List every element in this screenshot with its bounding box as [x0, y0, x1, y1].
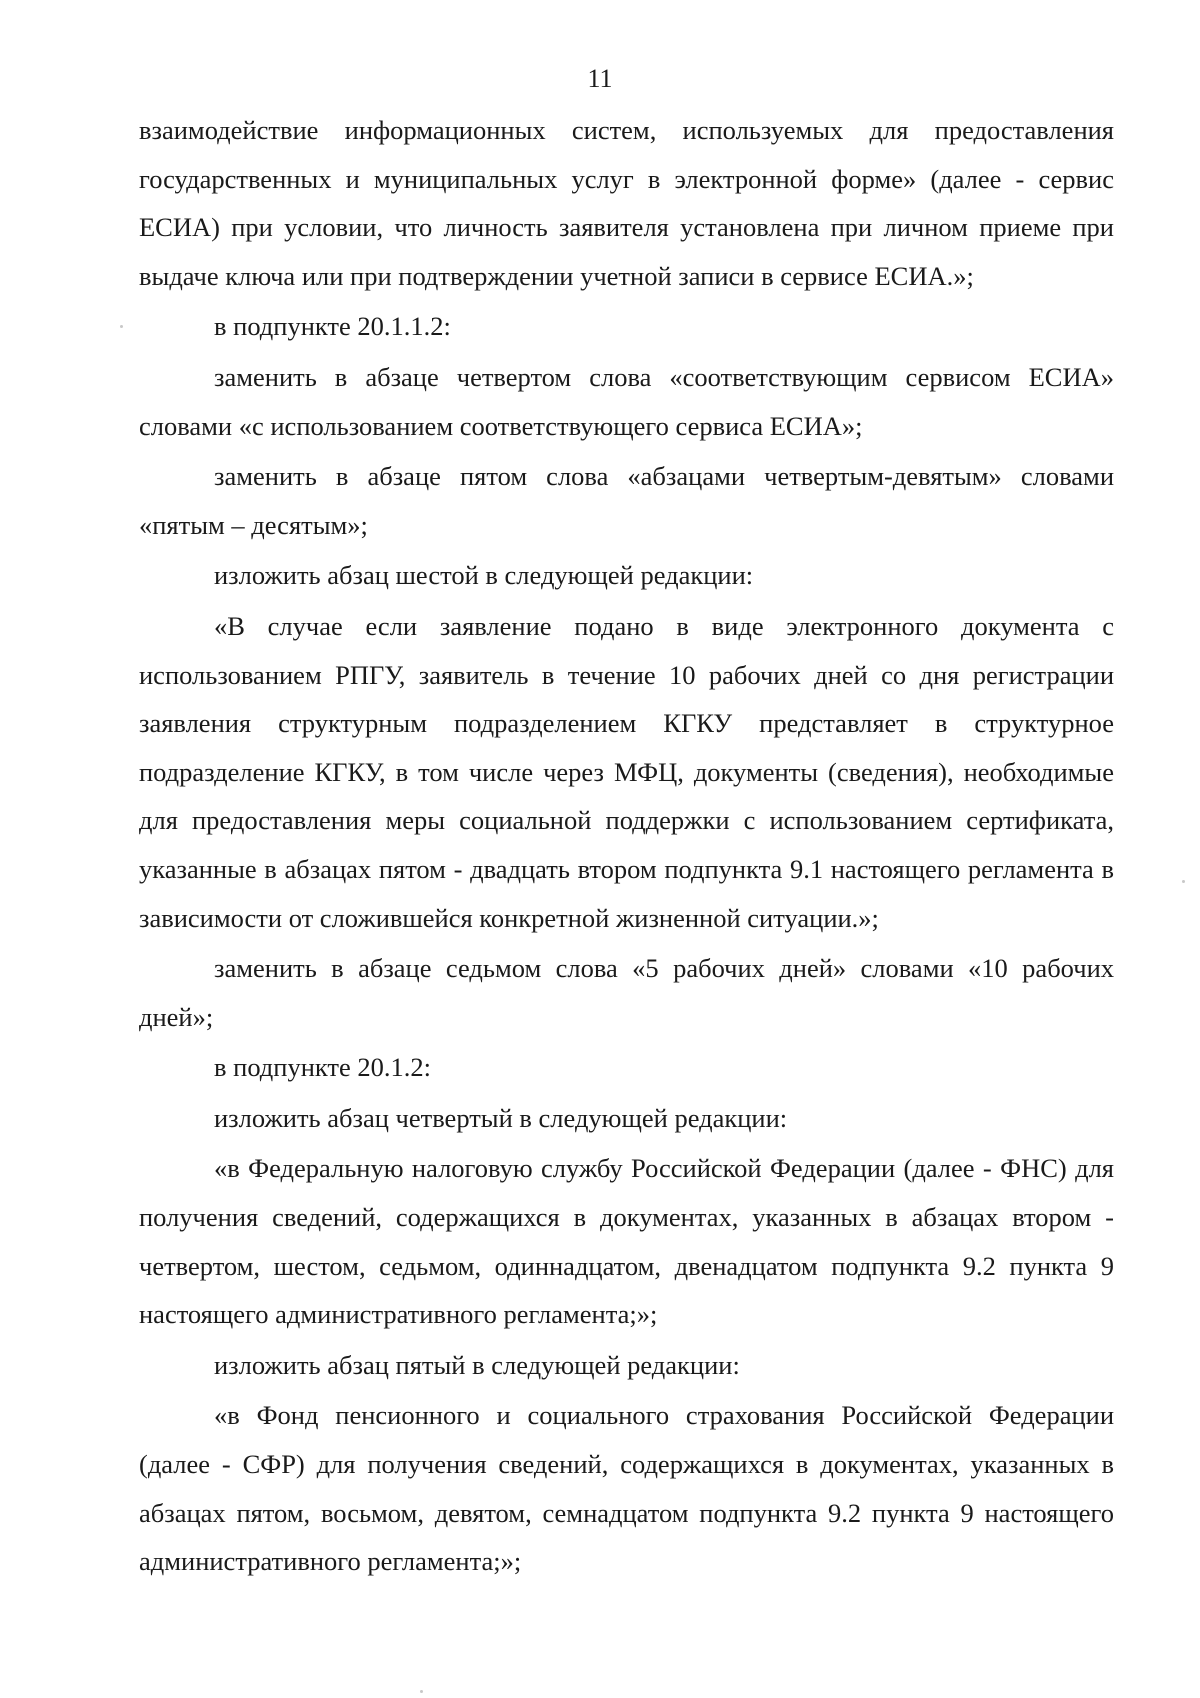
paragraph-set-fifth: изложить абзац пятый в следующей редакции:: [214, 1349, 740, 1380]
paragraph-esia-continuation: взаимодействие информационных систем, используемых для предоставления государственных и муниципальных услуг в электронной форме» (далее - сервис ЕСИА) при условии, что личность заявителя установлена при личном приеме при выдаче ключа или при подтверждении учетной записи в сервисе ЕСИА.»;: [139, 115, 1114, 291]
paragraph-subpoint-20-1-2: в подпункте 20.1.2:: [214, 1052, 432, 1083]
paragraph-sfr-quote: «в Фонд пенсионного и социального страхования Российской Федерации (далее - СФР) для получения сведений, содержащихся в документах, указанных в абзацах пятом, восьмом, девятом, семнадцатом подпункта 9.2 пункта 9 настоящего административного регламента;»;: [139, 1400, 1114, 1577]
scan-speck: [1182, 880, 1185, 883]
page-number: 11: [587, 64, 613, 93]
paragraph-fns-quote: «в Федеральную налоговую службу Российской Федерации (далее - ФНС) для получения сведений, содержащихся в документах, указанных в абзацах втором - четвертом, шестом, седьмом, одиннадцатом, двенадцатом подпункта 9.2 пункта 9 настоящего административного регламента;»;: [139, 1153, 1114, 1330]
paragraph-replace-seventh: заменить в абзаце седьмом слова «5 рабочих дней» словами «10 рабочих дней»;: [139, 953, 1114, 1032]
paragraph-set-sixth: изложить абзац шестой в следующей редакции:: [214, 560, 754, 591]
paragraph-subpoint-20-1-1-2: в подпункте 20.1.1.2:: [214, 311, 451, 342]
document-body: [139, 106, 1114, 1588]
paragraph-set-fourth: изложить абзац четвертый в следующей редакции:: [214, 1102, 788, 1133]
scan-speck: [120, 325, 123, 328]
paragraph-replace-fourth: заменить в абзаце четвертом слова «соответствующим сервисом ЕСИА» словами «с использованием соответствующего сервиса ЕСИА»;: [139, 361, 1114, 441]
paragraph-sixth-quote: «В случае если заявление подано в виде электронного документа с использованием РПГУ, заявитель в течение 10 рабочих дней со дня регистрации заявления структурным подразделением КГКУ представляет в структурное подразделение КГКУ, в том числе через МФЦ, документы (сведения), необходимые для предоставления меры социальной поддержки с использованием сертификата, указанные в абзацах пятом - двадцать втором подпункта 9.1 настоящего регламента в зависимости от сложившейся конкретной жизненной ситуации.»;: [139, 610, 1114, 933]
paragraph-replace-fifth: заменить в абзаце пятом слова «абзацами четвертым-девятым» словами «пятым – десятым»;: [139, 461, 1114, 540]
scan-speck: [420, 1690, 423, 1693]
